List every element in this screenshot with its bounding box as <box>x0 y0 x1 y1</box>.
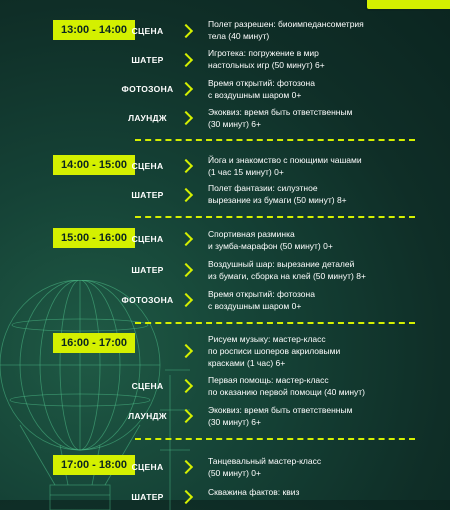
event-description: Воздушный шар: вырезание деталей из бумаги, сборка на клей (50 минут) 8+ <box>208 259 366 281</box>
section-divider <box>135 322 415 324</box>
venue-label: ЛАУНДЖ <box>128 411 167 421</box>
event-description: Йога и знакомство с поющими чашами (1 час 15 минут) 0+ <box>208 155 362 177</box>
venue-label: СЦЕНА <box>131 381 164 391</box>
venue-label: ФОТОЗОНА <box>121 295 174 305</box>
venue-label: СЦЕНА <box>131 161 164 171</box>
balloon-illustration <box>0 280 190 510</box>
section-divider <box>135 216 415 218</box>
header-accent-bar <box>365 0 450 11</box>
venue-label: ФОТОЗОНА <box>121 84 174 94</box>
venue-label: ШАТЕР <box>131 492 164 502</box>
event-description: Танцевальный мастер-класс (50 минут) 0+ <box>208 456 322 478</box>
time-slot-badge: 15:00 - 16:00 <box>53 228 135 248</box>
venue-label: ШАТЕР <box>131 190 164 200</box>
venue-label: СЦЕНА <box>131 234 164 244</box>
event-description: Спортивная разминка и зумба-марафон (50 минут) 0+ <box>208 229 333 251</box>
event-description: Время открытий: фотозона с воздушным шаром 0+ <box>208 289 315 311</box>
event-description: Полет разрешен: биоимпедансометрия тела (40 минут) <box>208 19 364 41</box>
event-description: Скважина фактов: квиз <box>208 487 300 497</box>
event-description: Игротека: погружение в мир настольных игр (50 минут) 6+ <box>208 48 325 70</box>
venue-label: СЦЕНА <box>131 26 164 36</box>
time-slot-badge: 13:00 - 14:00 <box>53 20 135 40</box>
event-description: Время открытий: фотозона с воздушным шаром 0+ <box>208 78 315 100</box>
time-slot-badge: 14:00 - 15:00 <box>53 155 135 175</box>
section-divider <box>135 438 415 440</box>
event-description: Первая помощь: мастер-класс по оказанию первой помощи (40 минут) <box>208 375 365 397</box>
venue-label: ЛАУНДЖ <box>128 113 167 123</box>
venue-label: ШАТЕР <box>131 265 164 275</box>
event-description: Полет фантазии: силуэтное вырезание из бумаги (50 минут) 8+ <box>208 183 347 205</box>
venue-label: СЦЕНА <box>131 462 164 472</box>
time-slot-badge: 16:00 - 17:00 <box>53 333 135 353</box>
event-description: Экоквиз: время быть ответственным (30 минут) 6+ <box>208 107 353 129</box>
event-description: Экоквиз: время быть ответственным (30 минут) 6+ <box>208 405 353 427</box>
event-description: Рисуем музыку: мастер-класс по росписи шоперов акриловыми красками (1 час) 6+ <box>208 334 341 368</box>
time-slot-badge: 17:00 - 18:00 <box>53 455 135 475</box>
venue-label: ШАТЕР <box>131 55 164 65</box>
section-divider <box>135 139 415 141</box>
